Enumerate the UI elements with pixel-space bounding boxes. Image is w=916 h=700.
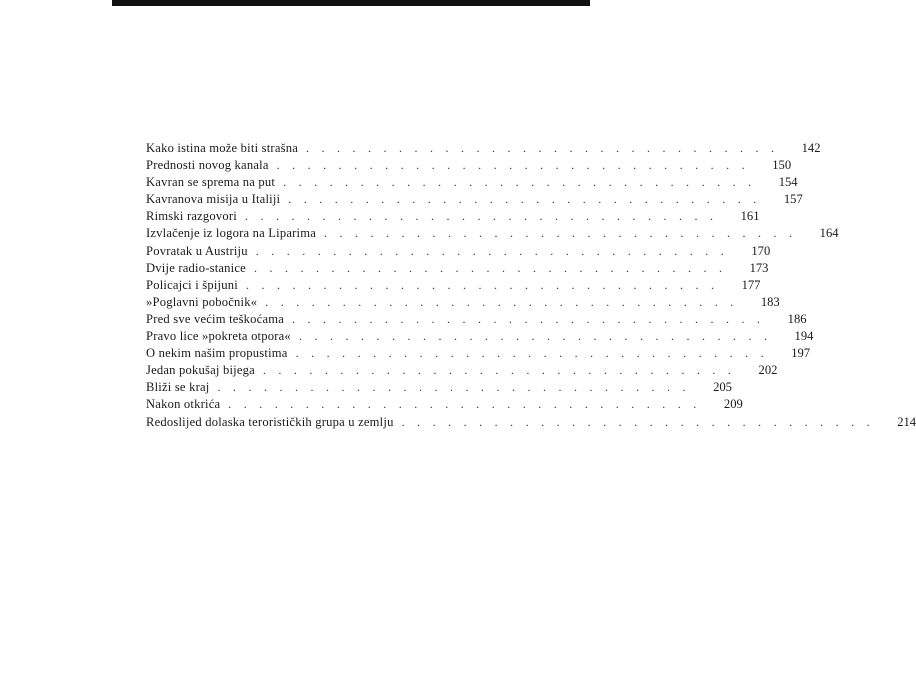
toc-entry-title: Izvlačenje iz logora na Liparima bbox=[146, 226, 317, 241]
toc-entry-page: 173 bbox=[749, 260, 769, 275]
toc-entry-title: Kako istina može biti strašna bbox=[146, 141, 298, 155]
toc-entry-page: 157 bbox=[783, 192, 803, 207]
toc-entry-title: Jedan pokušaj bijega bbox=[146, 363, 255, 378]
toc-entry-page: 214 bbox=[897, 414, 916, 429]
toc-entry-title: Bliži se kraj bbox=[146, 380, 210, 395]
table-of-contents bbox=[146, 140, 916, 431]
toc-entry-page: 209 bbox=[723, 397, 743, 412]
toc-entry bbox=[146, 328, 814, 345]
toc-entry bbox=[146, 140, 821, 157]
toc-dot-leader: ............................... bbox=[298, 329, 780, 344]
toc-entry bbox=[146, 396, 743, 413]
toc-entry-title: Kavran se sprema na put bbox=[146, 175, 276, 190]
toc-entry-title: Dvije radio-stanice bbox=[146, 260, 246, 275]
toc-dot-leader: ............................... bbox=[324, 226, 805, 241]
toc-entry-title: »Poglavni pobočnik« bbox=[146, 294, 258, 309]
page-top-edge bbox=[112, 0, 590, 6]
toc-dot-leader: ............................... bbox=[245, 209, 726, 224]
toc-entry bbox=[146, 208, 760, 225]
toc-entry bbox=[146, 311, 807, 328]
toc-entry-page: 197 bbox=[791, 346, 811, 361]
toc-dot-leader: ............................... bbox=[295, 346, 777, 361]
toc-entry bbox=[146, 362, 778, 379]
toc-entry-page: 186 bbox=[787, 311, 807, 326]
toc-entry-page: 205 bbox=[713, 380, 732, 395]
toc-entry-page: 150 bbox=[772, 158, 792, 173]
toc-entry-page: 202 bbox=[758, 363, 778, 378]
toc-dot-leader: ............................... bbox=[265, 294, 746, 309]
toc-entry bbox=[146, 260, 769, 277]
toc-dot-leader: ............................... bbox=[253, 260, 735, 275]
toc-entry-page: 154 bbox=[778, 175, 798, 190]
toc-entry-page: 142 bbox=[801, 141, 821, 155]
toc-entry bbox=[146, 345, 811, 362]
toc-entry-page: 164 bbox=[819, 226, 839, 241]
toc-dot-leader: ............................... bbox=[245, 277, 727, 292]
toc-dot-leader: ............................... bbox=[255, 243, 737, 258]
toc-dot-leader: ............................... bbox=[401, 414, 883, 429]
toc-entry bbox=[146, 191, 803, 208]
toc-dot-leader: ............................... bbox=[217, 380, 698, 395]
toc-entry-page: 161 bbox=[740, 209, 760, 224]
toc-entry bbox=[146, 277, 761, 294]
toc-dot-leader: ............................... bbox=[276, 158, 758, 173]
toc-dot-leader: ............................... bbox=[292, 311, 773, 326]
toc-entry-title: Rimski razgovori bbox=[146, 209, 237, 224]
toc-entry bbox=[146, 225, 839, 242]
toc-entry-title: O nekim našim propustima bbox=[146, 346, 288, 361]
toc-entry-page: 170 bbox=[751, 243, 771, 258]
toc-entry-page: 177 bbox=[741, 277, 761, 292]
toc-dot-leader: ............................... bbox=[228, 397, 709, 412]
toc-dot-leader: ............................... bbox=[283, 175, 764, 190]
toc-entry bbox=[146, 414, 916, 431]
toc-dot-leader: ............................... bbox=[288, 192, 769, 207]
toc-entry-title: Redoslijed dolaska terorističkih grupa u zemlju bbox=[146, 414, 394, 429]
toc-entry bbox=[146, 379, 732, 396]
toc-entry-title: Policajci i špijuni bbox=[146, 277, 238, 292]
toc-entry bbox=[146, 294, 780, 311]
toc-entry bbox=[146, 243, 771, 260]
toc-dot-leader: ............................... bbox=[306, 141, 787, 155]
toc-entry bbox=[146, 157, 792, 174]
toc-entry-title: Prednosti novog kanala bbox=[146, 158, 269, 173]
toc-entry-title: Nakon otkrića bbox=[146, 397, 221, 412]
toc-entry bbox=[146, 174, 798, 191]
toc-entry-page: 183 bbox=[760, 294, 780, 309]
toc-dot-leader: ............................... bbox=[262, 363, 744, 378]
toc-entry-title: Kavranova misija u Italiji bbox=[146, 192, 281, 207]
toc-entry-page: 194 bbox=[794, 329, 814, 344]
toc-entry-title: Pravo lice »pokreta otpora« bbox=[146, 329, 291, 344]
toc-entry-title: Pred sve većim teškoćama bbox=[146, 311, 285, 326]
toc-entry-title: Povratak u Austriju bbox=[146, 243, 248, 258]
